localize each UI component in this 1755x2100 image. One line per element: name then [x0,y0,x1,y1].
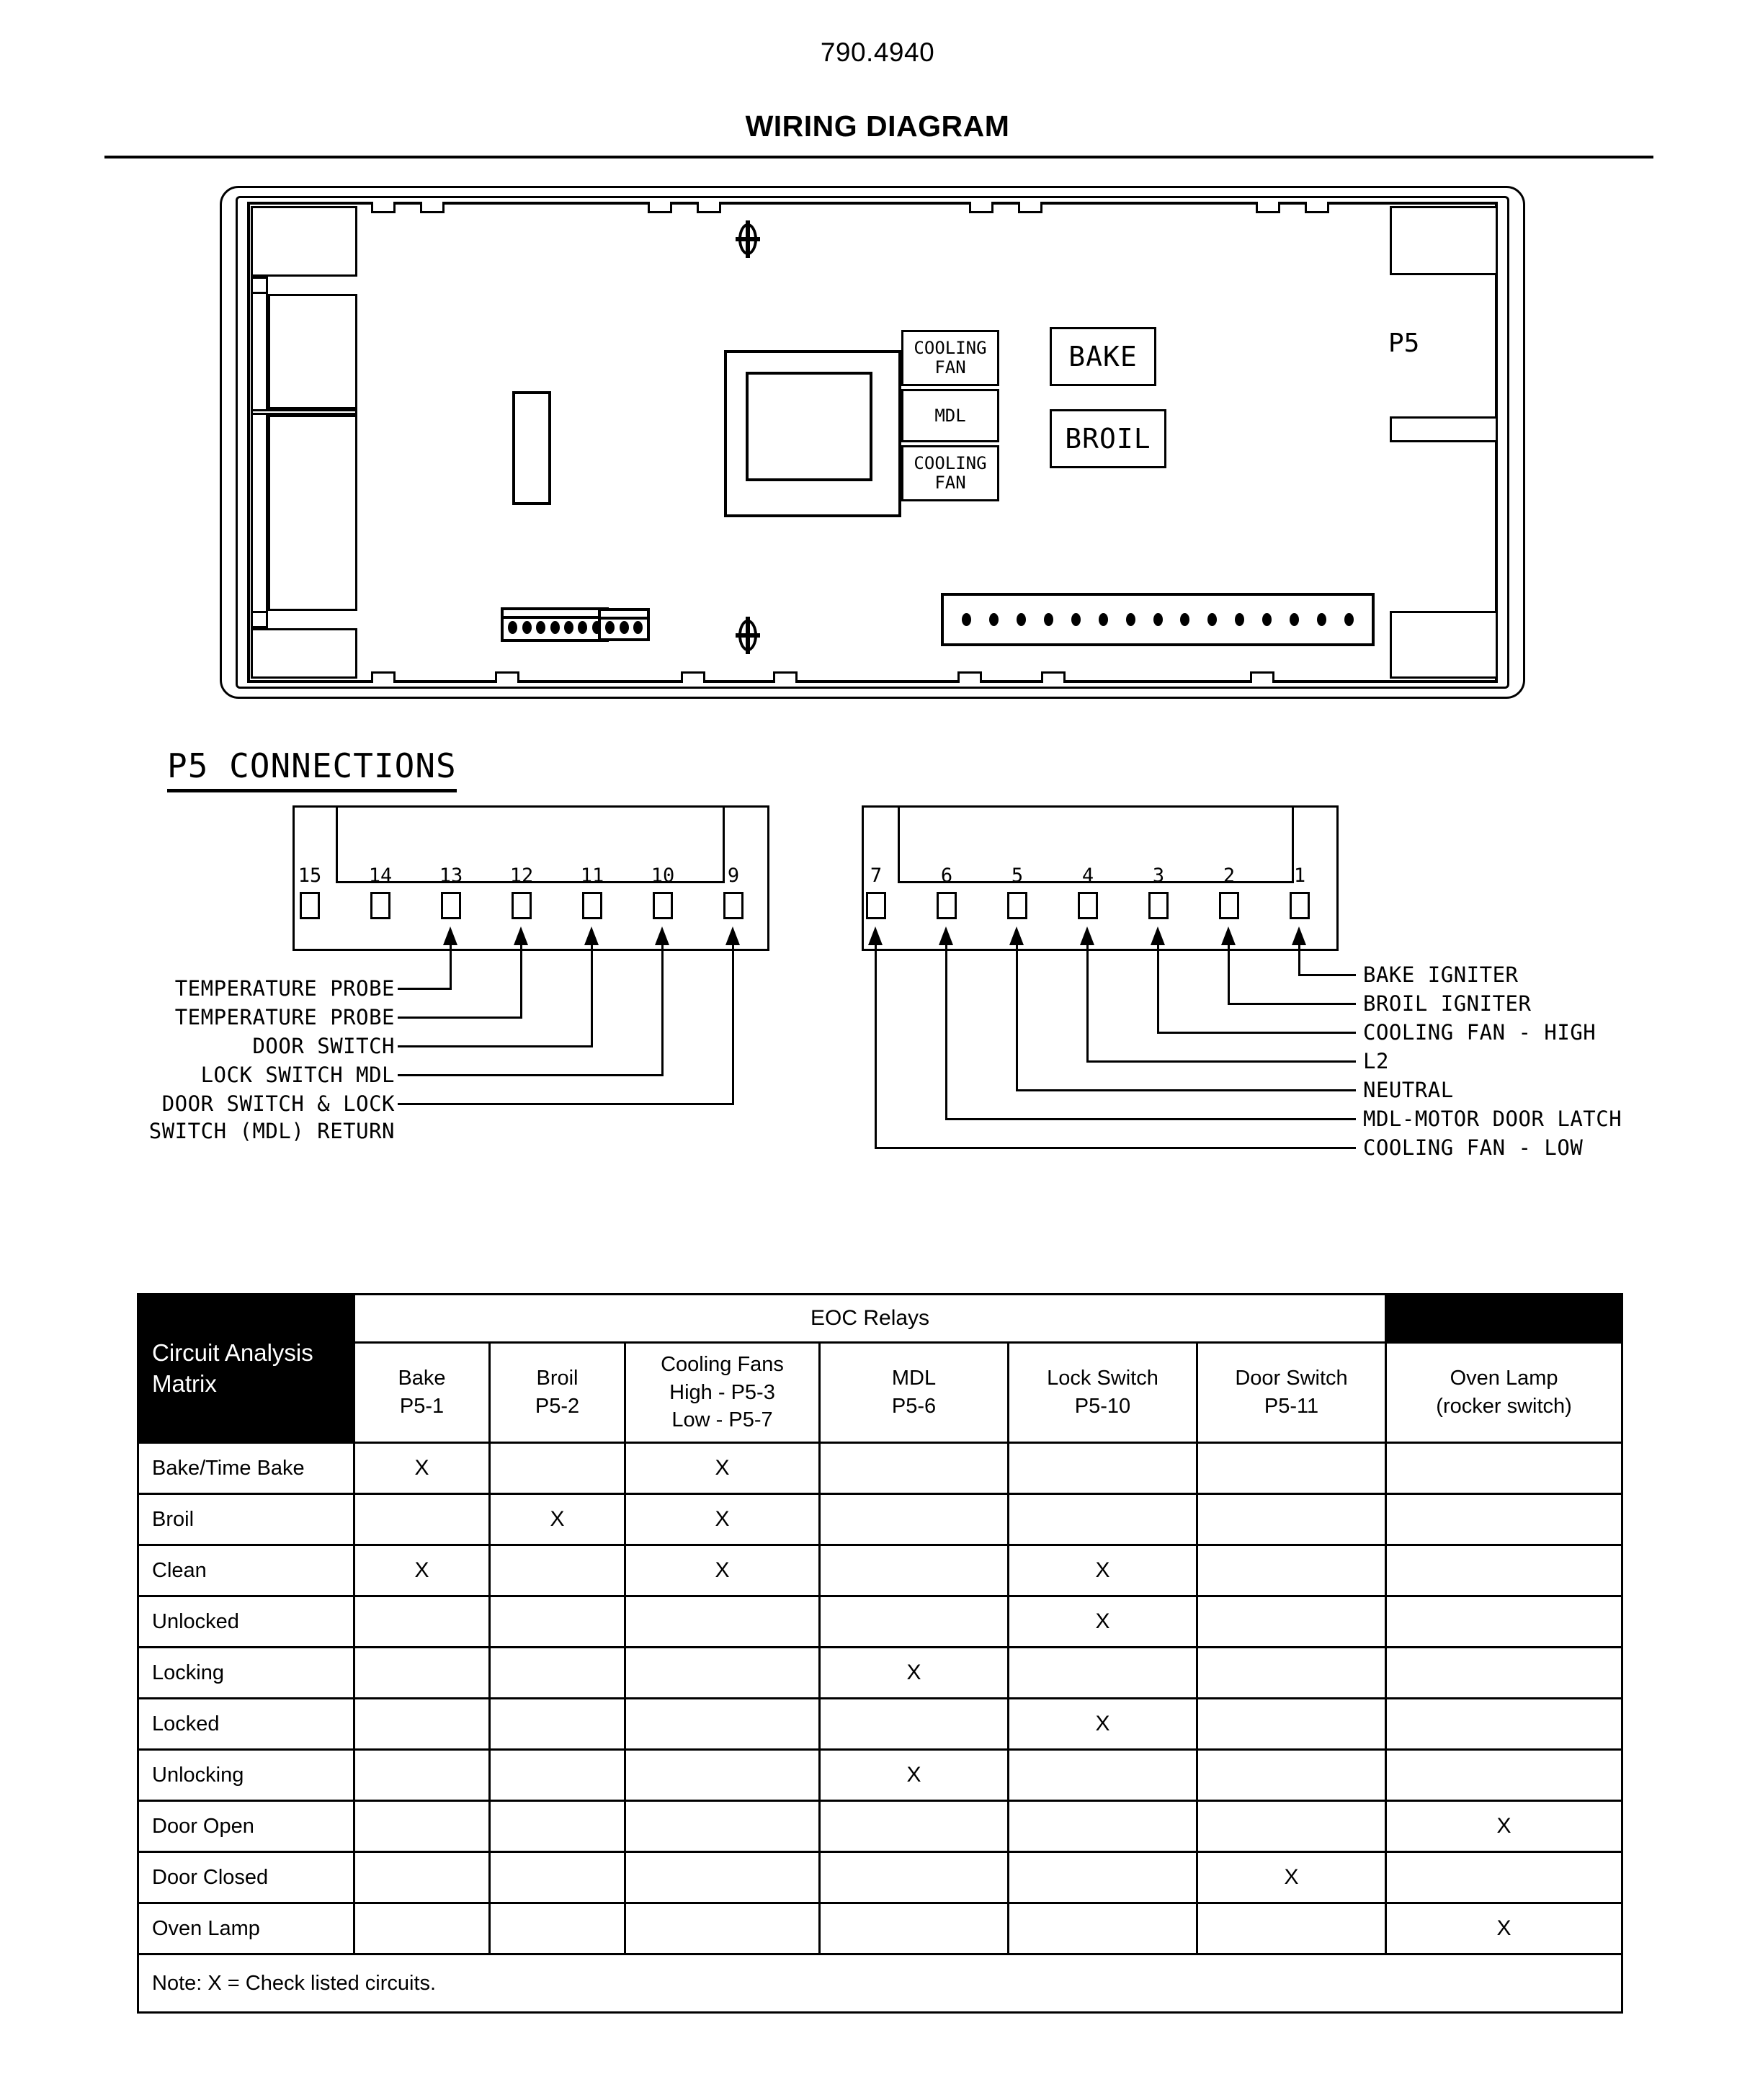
matrix-cell [1386,1699,1622,1750]
p5-right-leader-horiz-7 [875,1147,1356,1149]
p5-right-pin-6 [937,892,957,919]
matrix-cell [1386,1494,1622,1545]
matrix-cell: X [820,1648,1009,1699]
board-mount-tab [957,671,982,683]
matrix-cell [354,1801,490,1852]
col-line1: Door Switch [1235,1367,1348,1390]
connector-p5 [941,593,1375,646]
col-line1: Bake [398,1367,446,1390]
p5-connections-heading: P5 CONNECTIONS [167,746,457,792]
board-mount-tab [1305,202,1329,213]
col-line3: Low - P5-7 [671,1408,773,1432]
p5-right-label-cooling-fan-low: COOLING FAN - LOW [1363,1135,1584,1160]
matrix-cell [354,1648,490,1699]
matrix-row-label: Bake/Time Bake [138,1443,354,1494]
header-divider [104,156,1653,158]
board-mount-tab [969,202,993,213]
matrix-cell: X [1009,1545,1197,1596]
p5-left-pin-10 [653,892,673,919]
p5-left-leader-arrow-13 [443,926,457,945]
matrix-cell [1386,1750,1622,1801]
col-line2: P5-11 [1264,1395,1319,1418]
matrix-cell [1009,1903,1197,1954]
table-row [138,1699,1622,1750]
matrix-cell: X [1009,1699,1197,1750]
board-left-notch [251,206,357,277]
p5-right-leader-vert-5 [1016,944,1018,1091]
matrix-cell: X [625,1545,820,1596]
p5-left-pin-15 [300,892,320,919]
p5-left-pin-number-13: 13 [439,864,463,887]
p5-right-leader-arrow-7 [868,926,883,945]
board-left-notch [268,415,357,611]
matrix-cell [820,1699,1009,1750]
p5-right-leader-arrow-6 [939,926,953,945]
matrix-cell [354,1596,490,1648]
table-row [138,1494,1622,1545]
board-mount-tab [1018,202,1042,213]
matrix-cell [820,1903,1009,1954]
col-line1: Broil [536,1367,579,1390]
matrix-cell [1386,1545,1622,1596]
matrix-header-group-row [138,1295,1622,1343]
p5-right-leader-horiz-5 [1016,1089,1356,1091]
board-mount-tab [648,202,672,213]
p5-right-pin-number-3: 3 [1152,864,1165,887]
p5-left-pin-number-9: 9 [727,864,740,887]
matrix-cell [354,1699,490,1750]
table-row [138,1903,1622,1954]
p5-left-leader-arrow-12 [514,926,528,945]
p5-right-label-neutral: NEUTRAL [1363,1078,1454,1102]
matrix-cell: X [625,1443,820,1494]
col-line2: (rocker switch) [1436,1395,1572,1418]
p5-left-pin-9 [723,892,743,919]
matrix-cell [1197,1545,1386,1596]
matrix-cell [625,1750,820,1801]
p5-left-leader-vert-12 [520,944,522,1019]
matrix-cell: X [1386,1801,1622,1852]
circuit-analysis-matrix [137,1293,1621,2014]
matrix-cell [1197,1596,1386,1648]
relay-label-line1: MDL [934,405,966,426]
p5-left-leader-vert-9 [732,944,734,1105]
matrix-cell [820,1596,1009,1648]
board-right-notch [1390,206,1498,275]
col-line1: Lock Switch [1047,1367,1158,1390]
board-mount-tab [697,202,721,213]
matrix-row-label: Door Closed [138,1852,354,1903]
matrix-cell [490,1443,625,1494]
matrix-note-row [138,1954,1622,2013]
matrix-cell: X [354,1545,490,1596]
p5-left-label-temperature-probe-13: TEMPERATURE PROBE [174,976,395,1001]
matrix-corner-title-line2: Matrix [152,1370,217,1397]
relay-cooling-fan-lower [901,445,999,501]
p5-right-pin-number-2: 2 [1223,864,1236,887]
p5-left-label-temperature-probe-12: TEMPERATURE PROBE [174,1005,395,1029]
control-board-diagram [220,186,1525,699]
table-row [138,1648,1622,1699]
col-line2: P5-6 [891,1395,937,1418]
matrix-cell [1197,1903,1386,1954]
col-line1: MDL [891,1367,937,1390]
matrix-cell [1197,1648,1386,1699]
matrix-cell: X [1009,1596,1197,1648]
mounting-hole-icon [736,620,760,651]
p5-right-pin-number-7: 7 [870,864,883,887]
board-component-block [512,391,551,505]
matrix-cell: X [1197,1852,1386,1903]
matrix-column-header-broil [490,1343,625,1443]
matrix-cell [490,1648,625,1699]
matrix-cell [1386,1596,1622,1648]
matrix-cell [1197,1699,1386,1750]
mounting-hole-icon [736,223,760,255]
matrix-cell [490,1903,625,1954]
p5-left-leader-vert-10 [661,944,664,1076]
col-line1: Cooling Fans [661,1352,784,1376]
board-mount-tab [1041,671,1066,683]
p5-left-pin-11 [582,892,602,919]
matrix-column-header-oven-lamp [1386,1343,1622,1443]
transformer-core [746,372,872,481]
p5-right-label-l2: L2 [1363,1049,1389,1073]
board-left-divider [251,409,357,415]
matrix-cell [1386,1648,1622,1699]
matrix-cell [1386,1443,1622,1494]
matrix-cell [820,1494,1009,1545]
p5-left-leader-horiz-11 [398,1045,592,1047]
p5-right-leader-arrow-4 [1080,926,1094,945]
p5-right-pin-number-4: 4 [1081,864,1094,887]
col-line2: P5-10 [1074,1395,1131,1418]
p5-right-pin-2 [1219,892,1239,919]
matrix-cell [490,1596,625,1648]
connector-p5-label: P5 [1388,329,1420,358]
board-left-notch [268,294,357,409]
p5-right-pin-5 [1007,892,1027,919]
p5-right-pin-number-5: 5 [1011,864,1024,887]
matrix-column-header-lock-switch [1009,1343,1197,1443]
p5-right-leader-vert-3 [1157,944,1159,1033]
matrix-row-label: Door Open [138,1801,354,1852]
p5-right-label-cooling-fan-high: COOLING FAN - HIGH [1363,1020,1597,1045]
p5-left-pin-12 [512,892,532,919]
matrix-cell [820,1443,1009,1494]
matrix-body [138,1443,1622,1954]
matrix-row-label: Oven Lamp [138,1903,354,1954]
board-mount-tab [681,671,705,683]
relay-cooling-fan-upper [901,330,999,386]
p5-right-leader-horiz-3 [1157,1032,1356,1034]
matrix-cell [625,1801,820,1852]
relay-bake-label: BAKE [1068,340,1138,372]
matrix-cell: X [354,1443,490,1494]
matrix-cell [1197,1750,1386,1801]
p5-left-leader-horiz-13 [398,988,451,990]
board-left-notch [251,628,357,679]
p5-left-leader-horiz-10 [398,1074,663,1076]
p5-left-pin-number-15: 15 [298,864,322,887]
p5-right-leader-horiz-6 [945,1118,1356,1120]
connector-7pin [501,607,609,642]
p5-right-leader-vert-1 [1298,944,1300,975]
p5-left-leader-vert-11 [591,944,593,1047]
matrix-row-label: Unlocking [138,1750,354,1801]
p5-left-label-lock-switch-mdl: LOCK SWITCH MDL [200,1063,395,1087]
matrix-cell [625,1596,820,1648]
p5-right-pin-1 [1290,892,1310,919]
matrix-cell [625,1648,820,1699]
relay-label-line2: FAN [934,473,966,493]
relay-label-line1: COOLING [914,338,987,359]
matrix-cell [1009,1801,1197,1852]
table-row [138,1596,1622,1648]
col-line1: Oven Lamp [1450,1367,1558,1390]
board-mount-tab [420,202,445,213]
board-mount-tab [773,671,798,683]
p5-left-label-door-switch: DOOR SWITCH [252,1034,395,1058]
matrix-cell [820,1852,1009,1903]
matrix-cell [1197,1801,1386,1852]
matrix-cell [490,1699,625,1750]
matrix-column-header-cooling-fans [625,1343,820,1443]
p5-right-leader-vert-7 [875,944,877,1148]
p5-right-leader-horiz-1 [1298,974,1356,976]
table-row [138,1443,1622,1494]
matrix-cell [1009,1494,1197,1545]
relay-label-line2: FAN [934,357,966,377]
p5-left-leader-horiz-12 [398,1017,522,1019]
matrix-column-header-door-switch [1197,1343,1386,1443]
p5-right-label-broil-igniter: BROIL IGNITER [1363,991,1532,1016]
matrix-header-column-row [138,1343,1622,1443]
matrix-cell [1197,1443,1386,1494]
board-right-notch [1390,416,1498,442]
matrix-header-spacer [1386,1295,1622,1343]
p5-right-label-mdl-motor-door-latch: MDL-MOTOR DOOR LATCH [1363,1107,1622,1131]
table-row [138,1545,1622,1596]
board-left-notch [251,611,268,628]
relay-mdl [901,389,999,442]
board-right-notch [1390,611,1498,679]
p5-right-label-bake-igniter: BAKE IGNITER [1363,962,1519,987]
matrix-cell [354,1750,490,1801]
table-row [138,1750,1622,1801]
matrix-cell [1009,1443,1197,1494]
matrix-row-label: Locked [138,1699,354,1750]
matrix-cell [625,1699,820,1750]
p5-right-leader-arrow-5 [1009,926,1024,945]
relay-broil-label: BROIL [1065,422,1151,455]
board-mount-tab [371,202,396,213]
matrix-cell [490,1801,625,1852]
p5-right-leader-arrow-1 [1292,926,1306,945]
p5-left-pin-13 [441,892,461,919]
board-left-notch [251,277,268,294]
board-mount-tab [495,671,519,683]
table-row [138,1801,1622,1852]
matrix-cell [354,1852,490,1903]
matrix-group-header-eoc-relays: EOC Relays [354,1295,1386,1343]
matrix-column-header-mdl [820,1343,1009,1443]
matrix-corner-title-line1: Circuit Analysis [152,1339,313,1367]
col-line2: P5-1 [399,1395,445,1418]
p5-left-leader-horiz-9 [398,1103,733,1105]
table-row [138,1852,1622,1903]
matrix-cell [1009,1852,1197,1903]
p5-left-leader-arrow-9 [725,926,740,945]
matrix-cell: X [820,1750,1009,1801]
matrix-cell [625,1852,820,1903]
connector-3pin [598,608,650,641]
p5-left-pin-number-11: 11 [580,864,604,887]
matrix-cell: X [490,1494,625,1545]
matrix-note: Note: X = Check listed circuits. [138,1954,1622,2013]
p5-left-pin-number-14: 14 [368,864,393,887]
p5-right-pin-7 [866,892,886,919]
matrix-row-label: Locking [138,1648,354,1699]
matrix-row-label: Broil [138,1494,354,1545]
p5-left-label-switch-mdl-return: SWITCH (MDL) RETURN [148,1119,395,1143]
board-mount-tab [371,671,396,683]
board-mount-tab [1250,671,1274,683]
p5-right-leader-vert-2 [1228,944,1230,1004]
col-line2: High - P5-3 [669,1380,775,1404]
matrix-row-label: Unlocked [138,1596,354,1648]
matrix-cell [354,1903,490,1954]
p5-right-pin-number-1: 1 [1293,864,1306,887]
p5-right-leader-vert-4 [1086,944,1089,1062]
p5-left-leader-arrow-11 [584,926,599,945]
col-line2: P5-2 [535,1395,580,1418]
p5-left-label-door-switch-and-lock: DOOR SWITCH & LOCK [161,1091,395,1116]
matrix-cell [1009,1750,1197,1801]
p5-right-leader-vert-6 [945,944,947,1120]
page-title: WIRING DIAGRAM [745,110,1010,143]
p5-right-leader-arrow-3 [1151,926,1165,945]
p5-right-leader-horiz-2 [1228,1003,1356,1005]
relay-bake [1050,327,1156,386]
p5-right-pin-3 [1148,892,1169,919]
p5-right-leader-arrow-2 [1221,926,1236,945]
matrix-cell [820,1801,1009,1852]
matrix-cell [490,1545,625,1596]
matrix-cell [625,1903,820,1954]
matrix-cell [490,1750,625,1801]
p5-left-leader-vert-13 [450,944,452,990]
relay-broil [1050,409,1166,468]
p5-right-pin-number-6: 6 [940,864,953,887]
model-number: 790.4940 [820,37,935,67]
p5-left-leader-arrow-10 [655,926,669,945]
p5-right-leader-horiz-4 [1086,1060,1356,1063]
matrix-row-label: Clean [138,1545,354,1596]
matrix-cell [1386,1852,1622,1903]
relay-label-line1: COOLING [914,453,987,474]
matrix-cell [354,1494,490,1545]
p5-left-pin-number-10: 10 [651,864,675,887]
matrix-cell: X [625,1494,820,1545]
matrix-cell [820,1545,1009,1596]
matrix-cell [1197,1494,1386,1545]
matrix-corner-title [138,1295,354,1443]
board-mount-tab [1256,202,1280,213]
matrix-column-header-bake [354,1343,490,1443]
matrix-cell [490,1852,625,1903]
p5-left-pin-14 [370,892,390,919]
matrix-cell [1009,1648,1197,1699]
p5-left-pin-number-12: 12 [509,864,534,887]
p5-right-pin-4 [1078,892,1098,919]
matrix-cell: X [1386,1903,1622,1954]
